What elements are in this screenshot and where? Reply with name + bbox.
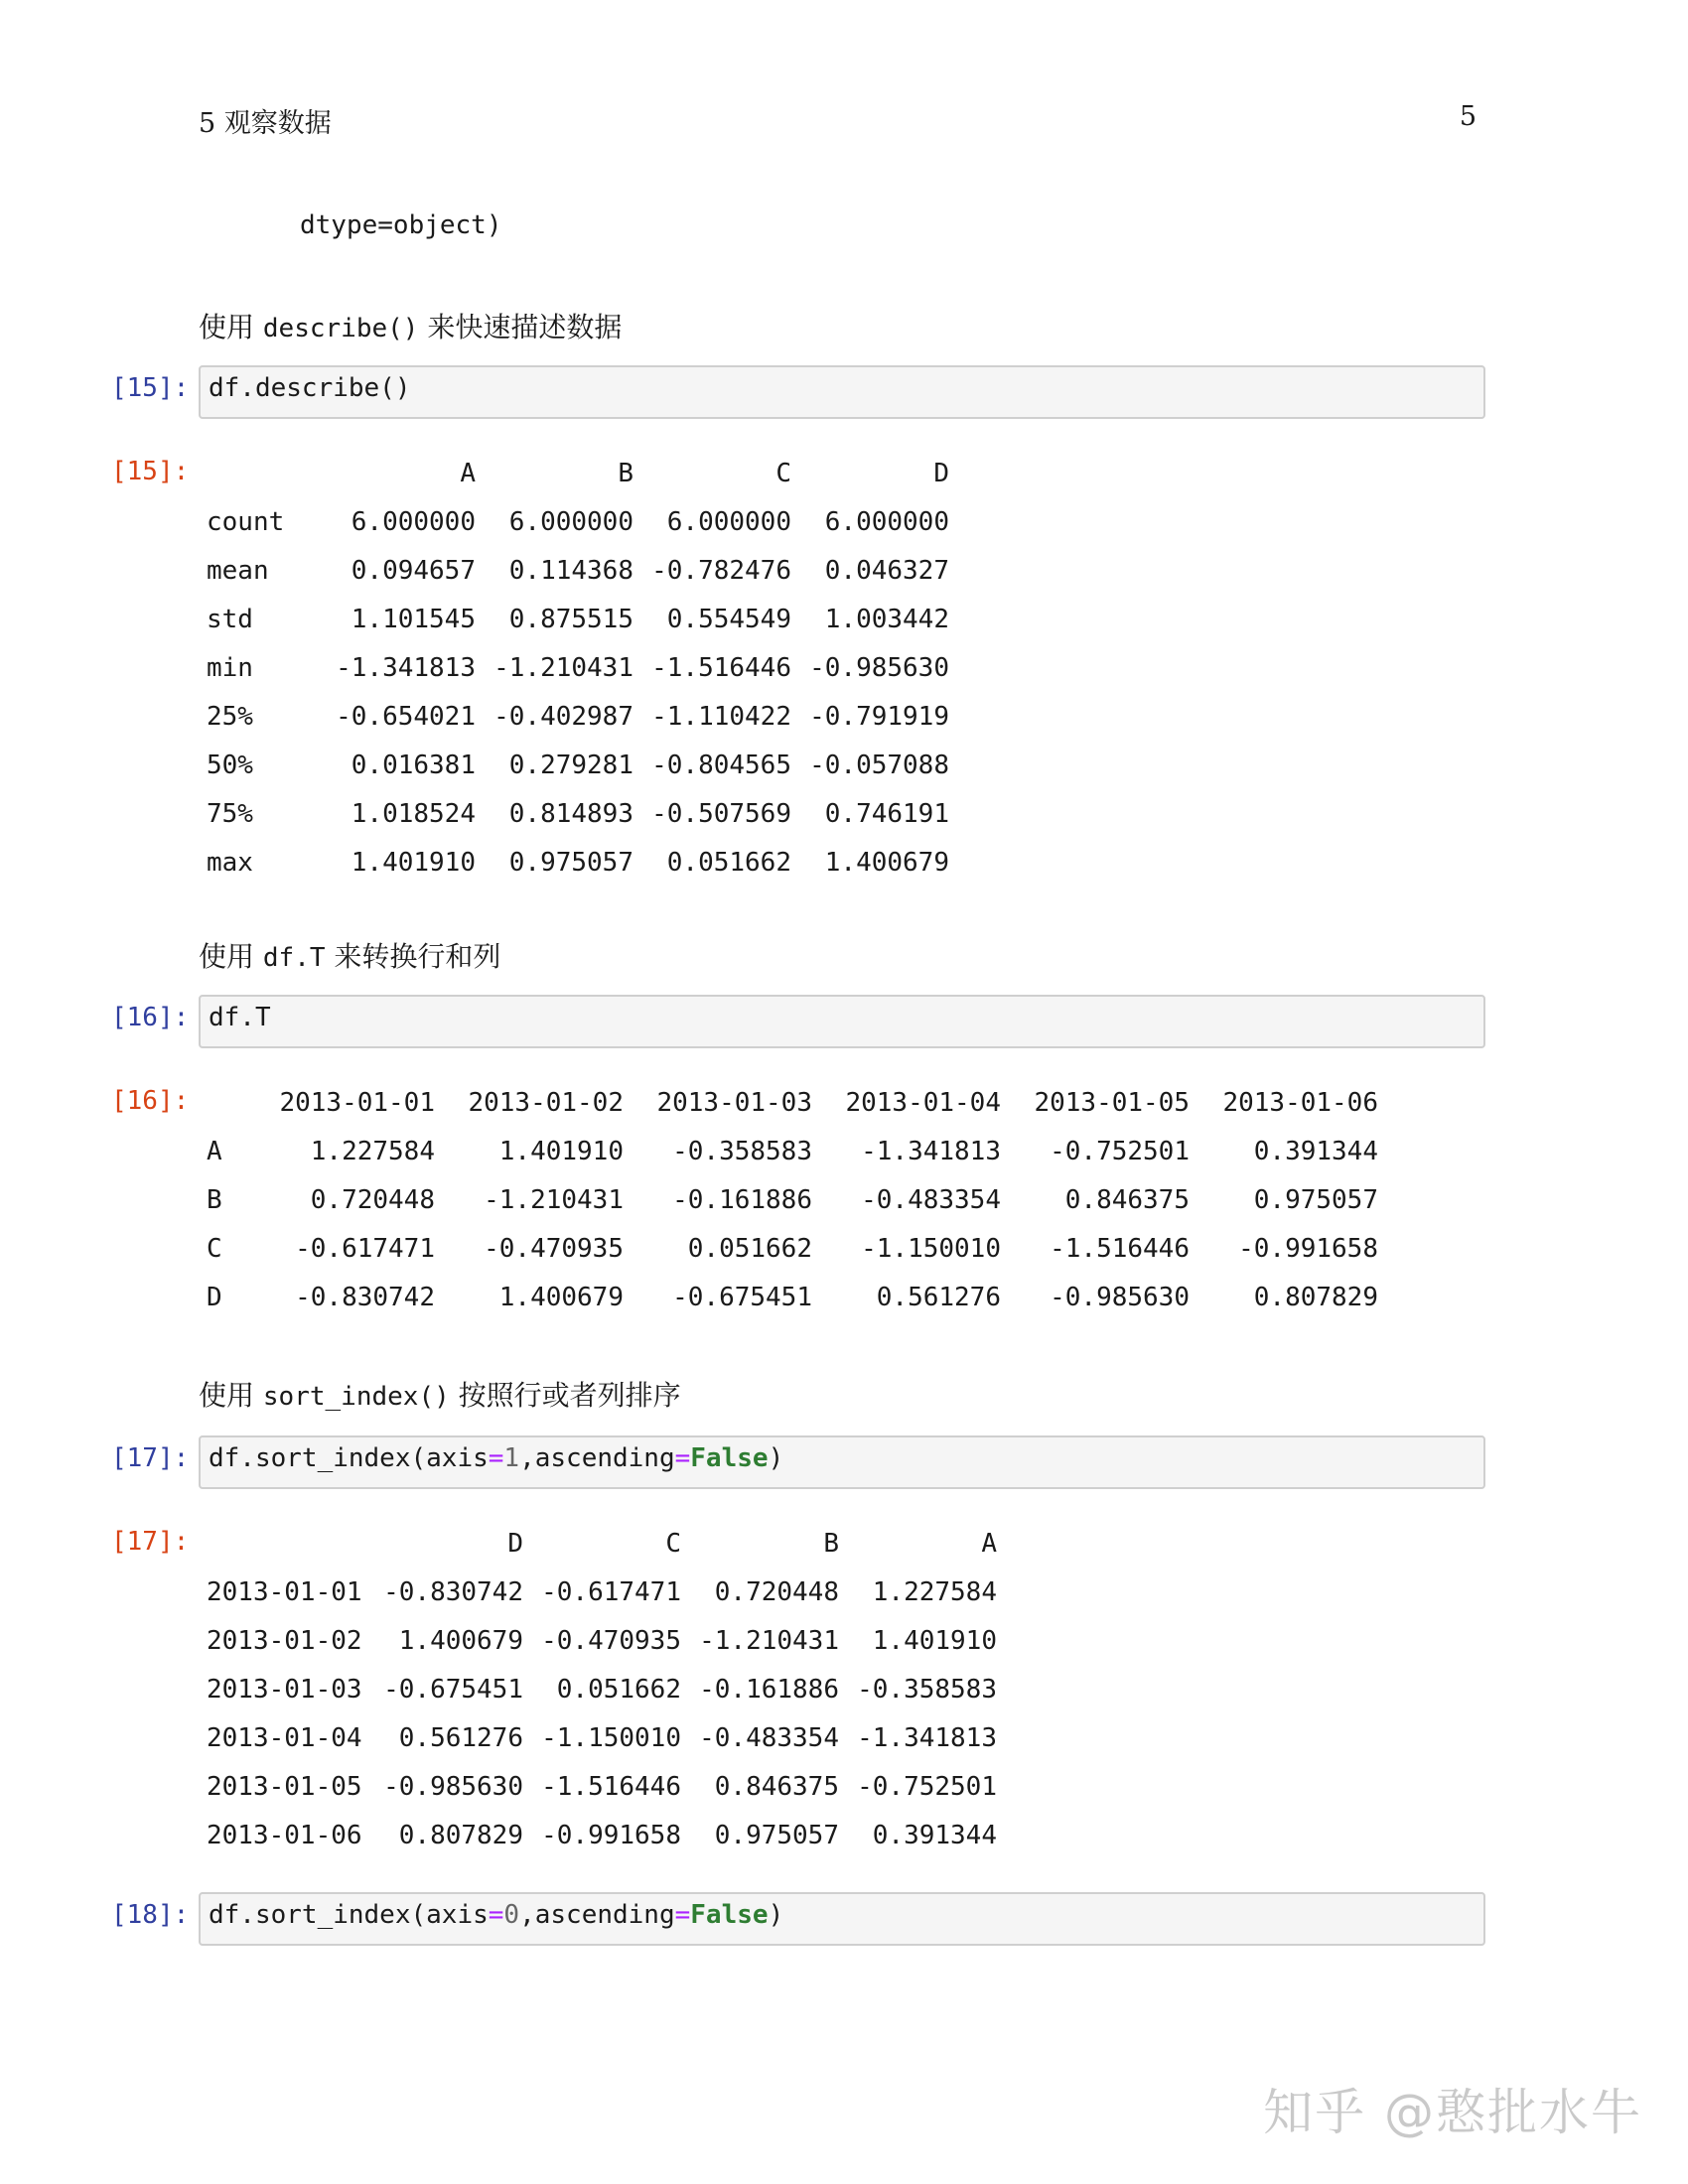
code-keyword: False xyxy=(690,1900,769,1930)
row-index: 2013-01-04 xyxy=(207,1722,362,1753)
table-cell: 0.846375 xyxy=(1064,1184,1190,1215)
table-cell: 0.051662 xyxy=(666,847,791,878)
table-row xyxy=(207,643,949,692)
code-token: ,ascending xyxy=(519,1443,675,1473)
row-index: 2013-01-05 xyxy=(207,1771,362,1802)
column-header: B xyxy=(823,1528,839,1559)
table-cell: 0.846375 xyxy=(714,1771,839,1802)
table-cell: -0.830742 xyxy=(295,1282,435,1312)
prose-describe xyxy=(199,306,622,345)
input-prompt: [16]: xyxy=(111,1003,190,1032)
table-cell: 0.016381 xyxy=(351,750,476,780)
table-row xyxy=(207,1568,997,1616)
table-cell: -0.617471 xyxy=(541,1576,681,1607)
row-index: mean xyxy=(207,555,269,586)
row-index: 2013-01-02 xyxy=(207,1625,362,1656)
table-cell: -1.341813 xyxy=(857,1722,997,1753)
row-index: D xyxy=(207,1282,222,1312)
code-token: ) xyxy=(768,1443,784,1473)
column-header xyxy=(207,1519,365,1568)
row-index: A xyxy=(207,1136,222,1166)
watermark: 知乎 @憨批水牛 xyxy=(1263,2084,1642,2141)
sort-index-output-table xyxy=(207,1519,997,1859)
table-cell: -0.804565 xyxy=(651,750,791,780)
row-index: B xyxy=(207,1184,222,1215)
code-token: df.sort_index(axis xyxy=(209,1900,489,1930)
table-cell: -0.830742 xyxy=(383,1576,523,1607)
table-cell: -0.483354 xyxy=(699,1722,839,1753)
table-header-row xyxy=(207,1078,1378,1127)
table-cell: 0.554549 xyxy=(666,604,791,634)
table-cell: 0.720448 xyxy=(310,1184,435,1215)
table-cell: 0.807829 xyxy=(1253,1282,1378,1312)
output-prompt: [17]: xyxy=(111,1527,190,1557)
table-cell: -1.210431 xyxy=(484,1184,624,1215)
code-text xyxy=(209,1900,783,1930)
table-cell: -1.150010 xyxy=(861,1233,1001,1264)
table-cell: -1.341813 xyxy=(336,652,476,683)
table-cell: -0.358583 xyxy=(857,1674,997,1705)
table-cell: -0.752501 xyxy=(857,1771,997,1802)
table-cell: 0.561276 xyxy=(398,1722,523,1753)
table-row xyxy=(207,1665,997,1713)
table-cell: 0.875515 xyxy=(508,604,633,634)
table-row xyxy=(207,1273,1378,1321)
prose-text: 来转换行和列 xyxy=(325,940,501,973)
table-row xyxy=(207,741,949,789)
table-cell: 0.391344 xyxy=(872,1820,997,1850)
table-cell: -0.782476 xyxy=(651,555,791,586)
row-index: 25% xyxy=(207,701,253,732)
row-index: C xyxy=(207,1233,222,1264)
code-number: 1 xyxy=(503,1443,520,1473)
column-header: A xyxy=(981,1528,997,1559)
code-text: df.describe() xyxy=(209,373,411,403)
table-cell: 1.400679 xyxy=(398,1625,523,1656)
table-cell: 0.561276 xyxy=(876,1282,1001,1312)
table-header-row xyxy=(207,1519,997,1568)
describe-output-table xyxy=(207,449,949,887)
row-index: min xyxy=(207,652,253,683)
table-cell: 1.003442 xyxy=(824,604,949,634)
table-cell: -0.470935 xyxy=(484,1233,624,1264)
table-row xyxy=(207,692,949,741)
table-cell: 6.000000 xyxy=(508,506,633,537)
table-cell: -1.110422 xyxy=(651,701,791,732)
prose-text: 使用 xyxy=(199,1379,263,1412)
code-keyword: False xyxy=(690,1443,769,1473)
table-cell: 0.094657 xyxy=(351,555,476,586)
column-header: D xyxy=(933,458,949,488)
prose-transpose xyxy=(199,935,500,975)
inline-code: sort_index() xyxy=(262,1382,450,1412)
table-cell: -0.991658 xyxy=(541,1820,681,1850)
table-cell: 1.401910 xyxy=(498,1136,624,1166)
table-row xyxy=(207,595,949,643)
prose-text: 使用 xyxy=(199,311,263,343)
column-header: 2013-01-03 xyxy=(656,1087,812,1118)
table-row xyxy=(207,1224,1378,1273)
table-cell: -0.675451 xyxy=(383,1674,523,1705)
code-cell-16[interactable] xyxy=(199,995,1485,1048)
table-cell: -1.150010 xyxy=(541,1722,681,1753)
table-cell: 0.046327 xyxy=(824,555,949,586)
table-cell: -0.057088 xyxy=(809,750,949,780)
table-cell: 1.227584 xyxy=(310,1136,435,1166)
table-cell: -0.507569 xyxy=(651,798,791,829)
table-cell: 0.814893 xyxy=(508,798,633,829)
row-index: 2013-01-03 xyxy=(207,1674,362,1705)
code-text xyxy=(209,1443,783,1473)
code-operator: = xyxy=(674,1443,691,1473)
column-header: 2013-01-06 xyxy=(1222,1087,1378,1118)
table-row xyxy=(207,789,949,838)
column-header: C xyxy=(775,458,791,488)
code-token: ) xyxy=(768,1900,784,1930)
code-token: df.sort_index(axis xyxy=(209,1443,489,1473)
column-header: 2013-01-02 xyxy=(468,1087,624,1118)
table-row xyxy=(207,1127,1378,1175)
table-cell: -0.161886 xyxy=(672,1184,812,1215)
table-cell: 0.279281 xyxy=(508,750,633,780)
table-cell: -0.654021 xyxy=(336,701,476,732)
table-cell: 0.975057 xyxy=(714,1820,839,1850)
column-header: D xyxy=(507,1528,523,1559)
table-cell: -1.210431 xyxy=(493,652,633,683)
table-cell: 0.975057 xyxy=(508,847,633,878)
table-header-row xyxy=(207,449,949,497)
table-cell: 0.746191 xyxy=(824,798,949,829)
column-header xyxy=(207,449,318,497)
table-cell: 0.051662 xyxy=(556,1674,681,1705)
table-cell: -0.161886 xyxy=(699,1674,839,1705)
table-row xyxy=(207,1811,997,1859)
column-header xyxy=(207,1078,246,1127)
table-cell: 0.391344 xyxy=(1253,1136,1378,1166)
table-cell: -0.985630 xyxy=(383,1771,523,1802)
table-cell: -1.341813 xyxy=(861,1136,1001,1166)
table-cell: 0.975057 xyxy=(1253,1184,1378,1215)
code-token: ,ascending xyxy=(519,1900,675,1930)
table-cell: 0.807829 xyxy=(398,1820,523,1850)
table-row xyxy=(207,497,949,546)
code-number: 0 xyxy=(503,1900,520,1930)
column-header: A xyxy=(460,458,476,488)
table-cell: -1.516446 xyxy=(541,1771,681,1802)
table-cell: -0.617471 xyxy=(295,1233,435,1264)
column-header: 2013-01-01 xyxy=(279,1087,435,1118)
code-operator: = xyxy=(488,1900,504,1930)
inline-code: describe() xyxy=(262,314,419,343)
table-cell: 0.114368 xyxy=(508,555,633,586)
prose-text: 来快速描述数据 xyxy=(418,311,623,343)
table-cell: -0.470935 xyxy=(541,1625,681,1656)
input-prompt: [15]: xyxy=(111,373,190,403)
row-index: 75% xyxy=(207,798,253,829)
prose-text: 按照行或者列排序 xyxy=(449,1379,681,1412)
table-cell: 1.401910 xyxy=(872,1625,997,1656)
column-header: B xyxy=(618,458,633,488)
code-text: df.T xyxy=(209,1003,271,1032)
table-row xyxy=(207,546,949,595)
table-cell: -1.210431 xyxy=(699,1625,839,1656)
transpose-output-table xyxy=(207,1078,1378,1321)
table-cell: -1.516446 xyxy=(651,652,791,683)
table-row xyxy=(207,1616,997,1665)
row-index: max xyxy=(207,847,253,878)
row-index: 2013-01-06 xyxy=(207,1820,362,1850)
table-cell: 0.051662 xyxy=(687,1233,812,1264)
section-header: 5 观察数据 xyxy=(199,108,332,139)
row-index: 2013-01-01 xyxy=(207,1576,362,1607)
table-cell: 1.101545 xyxy=(351,604,476,634)
table-row xyxy=(207,1713,997,1762)
table-cell: -0.358583 xyxy=(672,1136,812,1166)
page-number: 5 xyxy=(1459,101,1477,132)
column-header: 2013-01-04 xyxy=(845,1087,1001,1118)
table-row xyxy=(207,1175,1378,1224)
table-cell: 6.000000 xyxy=(824,506,949,537)
table-cell: -0.985630 xyxy=(809,652,949,683)
column-header: 2013-01-05 xyxy=(1034,1087,1190,1118)
code-operator: = xyxy=(674,1900,691,1930)
column-header: C xyxy=(665,1528,681,1559)
table-cell: 0.720448 xyxy=(714,1576,839,1607)
table-row xyxy=(207,1762,997,1811)
row-index: count xyxy=(207,506,285,537)
table-cell: -1.516446 xyxy=(1050,1233,1190,1264)
prose-sort-index xyxy=(199,1374,681,1414)
output-prompt: [15]: xyxy=(111,457,190,486)
table-cell: 1.401910 xyxy=(351,847,476,878)
table-cell: 6.000000 xyxy=(666,506,791,537)
table-cell: 1.018524 xyxy=(351,798,476,829)
prose-text: 使用 xyxy=(199,940,263,973)
table-cell: 1.400679 xyxy=(498,1282,624,1312)
table-cell: -0.991658 xyxy=(1238,1233,1378,1264)
input-prompt: [18]: xyxy=(111,1900,190,1930)
table-cell: -0.791919 xyxy=(809,701,949,732)
table-cell: 1.227584 xyxy=(872,1576,997,1607)
output-prompt: [16]: xyxy=(111,1086,190,1116)
row-index: std xyxy=(207,604,253,634)
table-cell: 6.000000 xyxy=(351,506,476,537)
table-cell: 1.400679 xyxy=(824,847,949,878)
output-continuation: dtype=object) xyxy=(300,210,502,240)
inline-code: df.T xyxy=(262,943,326,973)
table-cell: -0.402987 xyxy=(493,701,633,732)
table-cell: -0.675451 xyxy=(672,1282,812,1312)
table-row xyxy=(207,838,949,887)
table-cell: -0.985630 xyxy=(1050,1282,1190,1312)
row-index: 50% xyxy=(207,750,253,780)
table-cell: -0.752501 xyxy=(1050,1136,1190,1166)
input-prompt: [17]: xyxy=(111,1443,190,1473)
code-operator: = xyxy=(488,1443,504,1473)
table-cell: -0.483354 xyxy=(861,1184,1001,1215)
